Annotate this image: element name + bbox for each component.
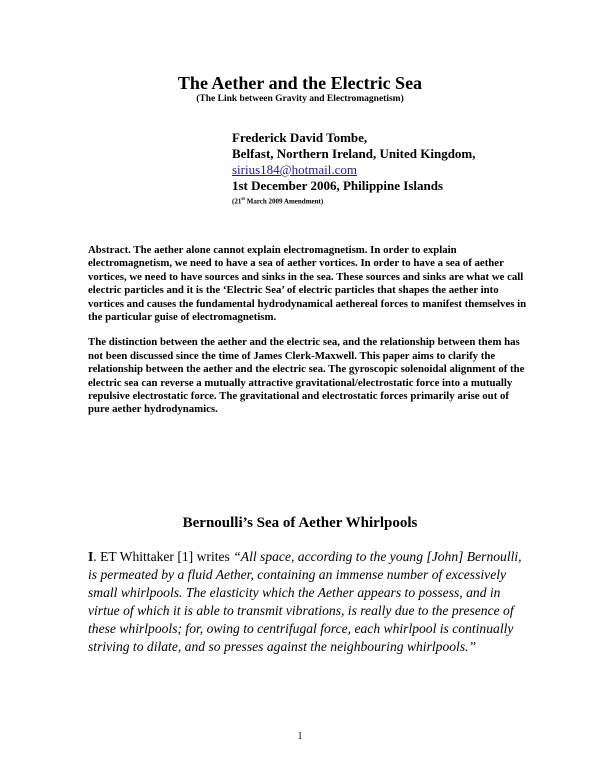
- paper-subtitle: (The Link between Gravity and Electromagnetism): [196, 94, 404, 104]
- whittaker-quote: “All space, according to the young [John] Bernoulli, is permeated by a fluid Aether, containing an immense number of excessively small whirlpools. The elasticity which the Aether appears to possess, and in virtue of which it is able to transmit vibrations, is really due to the presence of these whirlpools; for, owing to centrifugal force, each whirlpool is continually striving to dilate, and so presses against the neighbouring whirlpools.”: [88, 549, 522, 654]
- paper-date: 1st December 2006, Philippine Islands: [232, 178, 444, 193]
- abstract: [88, 244, 528, 429]
- abstract-paragraph-2: The distinction between the aether and the electric sea, and the relationship between them has not been discussed since the time of James Clerk-Maxwell. This paper aims to clarify the relationship between the aether and the electric sea. The gyroscopic solenoidal alignment of the electric sea can reverse a mutually attractive gravitational/electrostatic force into a mutually repulsive electrostatic force. The gravitational and electrostatic forces primarily arise out of pure aether hydrodynamics.: [88, 336, 525, 416]
- section-number: I: [88, 549, 94, 564]
- paper-title: The Aether and the Electric Sea: [177, 73, 423, 93]
- section-paragraph: [88, 548, 528, 656]
- author-location: Belfast, Northern Ireland, United Kingdom,: [232, 146, 476, 161]
- section-lead: . ET Whittaker [1] writes: [93, 549, 234, 564]
- page-number: 1: [297, 731, 303, 742]
- author-name: Frederick David Tombe,: [232, 130, 368, 145]
- abstract-paragraph-1: Abstract. The aether alone cannot explain electromagnetism. In order to explain electromagnetism, we need to have a sea of aether vortices. In order to have a sea of aether vortices, we need to have sources and sinks in the sea. These sources and sinks are what we call electric particles and it is the ‘Electric Sea’ of electric particles that shapes the aether into vortices and causes the fundamental hydrodynamical aethereal forces to manifest themselves in the particular guise of electromagnetism.: [88, 244, 527, 324]
- amendment-ordinal: st: [241, 197, 245, 202]
- author-block: [232, 130, 476, 206]
- amendment-day: (21: [232, 197, 242, 206]
- section-heading: Bernoulli’s Sea of Aether Whirlpools: [182, 515, 418, 531]
- amendment-note: [232, 195, 476, 206]
- amendment-text: March 2009 Amendment): [244, 197, 324, 206]
- author-email-link[interactable]: sirius184@hotmail.com: [232, 162, 357, 177]
